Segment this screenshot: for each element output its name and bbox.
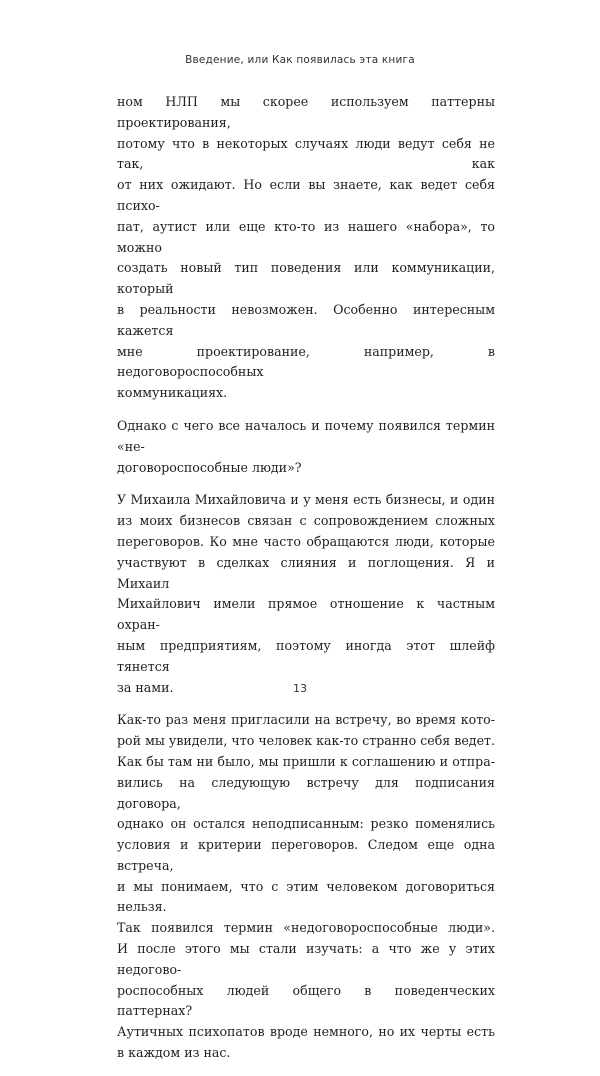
text-line: однако он остался неподписанным: резко поменялись (117, 816, 495, 832)
text-line: вились на следующую встречу для подписания договора, (117, 774, 495, 811)
body-text (117, 92, 495, 1076)
text-line: за нами. (117, 679, 174, 695)
text-line: Михайлович имели прямое отношение к частным охран- (117, 596, 495, 633)
text-line: от них ожидают. Но если вы знаете, как ведет себя психо- (117, 177, 495, 213)
text-line: У Михаила Михайловича и у меня есть бизнесы, и один (117, 492, 495, 508)
text-line: пат, аутист или еще кто-то из нашего «набора», то можно (117, 218, 495, 255)
text-line: Как бы там ни было, мы пришли к соглашению и отпра- (117, 753, 495, 769)
text-line: потому что в некоторых случаях люди ведут себя не так, как (117, 135, 495, 172)
text-line: из моих бизнесов связан с сопровождением сложных (117, 513, 495, 529)
text-line: создать новый тип поведения или коммуникации, который (117, 260, 495, 297)
running-head: Введение, или Как появилась эта книга (185, 54, 415, 66)
paragraph-4 (117, 710, 495, 1064)
text-line: в каждом из нас. (117, 1045, 231, 1061)
text-line: участвуют в сделках слияния и поглощения. Я и Михаил (117, 554, 495, 591)
paragraph-2 (117, 416, 495, 478)
text-line: ном НЛП мы скорее используем паттерны проектирования, (117, 94, 495, 130)
page-number: 13 (293, 682, 307, 695)
text-line: условия и критерии переговоров. Следом еще одна встреча, (117, 837, 495, 873)
text-line: Так появился термин «недоговороспособные люди». (117, 920, 495, 936)
paragraph-1 (117, 92, 495, 404)
text-line: мне проектирование, например, в недоговороспособных (117, 343, 495, 380)
paragraph-3 (117, 490, 495, 698)
text-line: и мы понимаем, что с этим человеком договориться нельзя. (117, 878, 495, 915)
text-line: переговоров. Ко мне часто обращаются люди, которые (117, 533, 495, 549)
text-line: коммуникациях. (117, 385, 228, 401)
text-line: договороспособные люди»? (117, 459, 302, 475)
text-line: рой мы увидели, что человек как-то странно себя ведет. (117, 733, 495, 749)
text-line: Аутичных психопатов вроде немного, но их черты есть (117, 1024, 495, 1040)
text-line: роспособных людей общего в поведенческих паттернах? (117, 982, 495, 1019)
text-line: Как-то раз меня пригласили на встречу, во время кото- (117, 712, 495, 728)
text-line: И после этого мы стали изучать: а что же у этих недогово- (117, 941, 495, 977)
text-line: в реальности невозможен. Особенно интересным кажется (117, 301, 495, 338)
text-line: Однако с чего все началось и почему появился термин «не- (117, 417, 495, 454)
text-line: ным предприятиям, поэтому иногда этот шлейф тянется (117, 637, 495, 674)
